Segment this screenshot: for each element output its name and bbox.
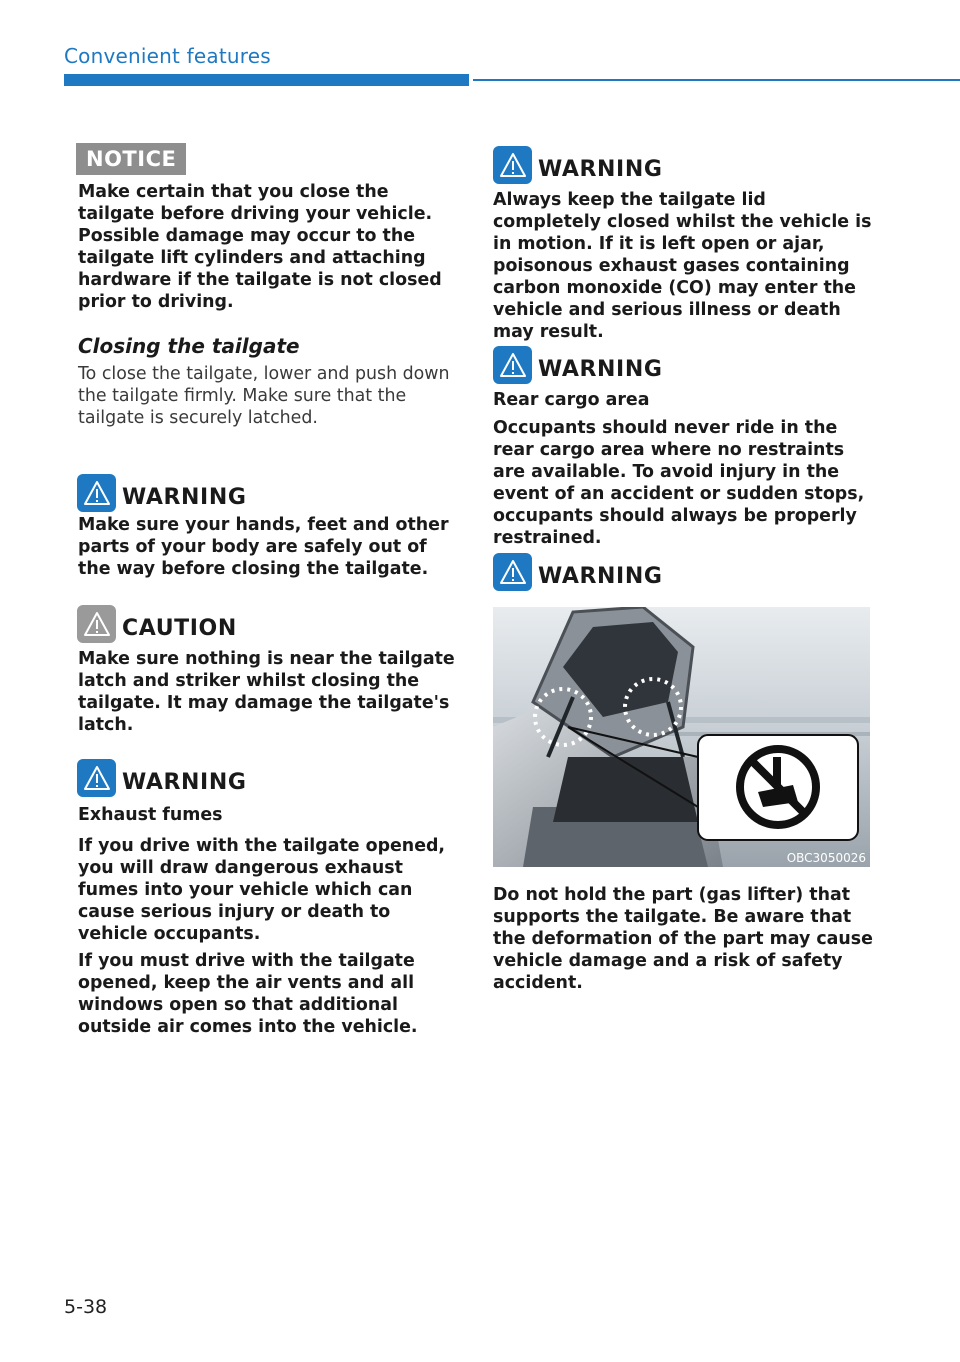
notice-badge: NOTICE [76, 143, 186, 175]
warning-title: Rear cargo area [493, 390, 650, 410]
warning-header [77, 474, 247, 512]
warning-header [77, 759, 247, 797]
warning-label: WARNING [122, 484, 247, 510]
warning-text: Do not hold the part (gas lifter) that supports the tailgate. Be aware that the deformation of the part may cause vehicle damage and a risk of safety accident. [493, 885, 873, 993]
warning-text: If you must drive with the tailgate opened, keep the air vents and all windows open so that additional outside air comes into the vehicle. [78, 951, 418, 1037]
warning-triangle-icon [77, 474, 116, 512]
warning-triangle-icon [493, 346, 532, 384]
warning-triangle-icon [493, 146, 532, 184]
header-rule [473, 79, 960, 81]
page-number: 5-38 [64, 1296, 108, 1318]
warning-title: Exhaust fumes [78, 805, 223, 825]
closing-text: To close the tailgate, lower and push down the tailgate firmly. Make sure that the tailgate is securely latched. [78, 364, 450, 428]
warning-text: Occupants should never ride in the rear cargo area where no restraints are available. To avoid injury in the event of an accident or sudden stops, occupants should always be properly restrained. [493, 418, 865, 548]
figure-code: OBC3050026 [786, 851, 866, 865]
caution-label: CAUTION [122, 615, 237, 641]
warning-triangle-icon [493, 553, 532, 591]
warning-header [493, 553, 663, 591]
caution-header [77, 605, 237, 643]
caution-triangle-icon [77, 605, 116, 643]
warning-label: WARNING [538, 563, 663, 589]
warning-text: Make sure your hands, feet and other parts of your body are safely out of the way before closing the tailgate. [78, 515, 449, 579]
warning-text: If you drive with the tailgate opened, you will draw dangerous exhaust fumes into your vehicle which can cause serious injury or death to vehicle occupants. [78, 836, 446, 944]
caution-text: Make sure nothing is near the tailgate latch and striker whilst closing the tailgate. It may damage the tailgate's latch. [78, 649, 455, 735]
warning-label: WARNING [122, 769, 247, 795]
section-title: Convenient features [64, 44, 271, 68]
warning-label: WARNING [538, 156, 663, 182]
warning-header [493, 346, 663, 384]
notice-text: Make certain that you close the tailgate before driving your vehicle. Possible damage may occur to the tailgate lift cylinders and attaching hardware if the tailgate is not closed prior to driving. [78, 182, 442, 312]
warning-header [493, 146, 663, 184]
warning-label: WARNING [538, 356, 663, 382]
closing-heading: Closing the tailgate [78, 334, 300, 358]
tailgate-gas-lifter-illustration [493, 607, 870, 867]
header-bar [64, 74, 469, 86]
warning-text: Always keep the tailgate lid completely closed whilst the vehicle is in motion. If it is left open or ajar, poisonous exhaust gases containing carbon monoxide (CO) may enter the vehicle and serious illness or death may result. [493, 190, 872, 342]
warning-triangle-icon [77, 759, 116, 797]
